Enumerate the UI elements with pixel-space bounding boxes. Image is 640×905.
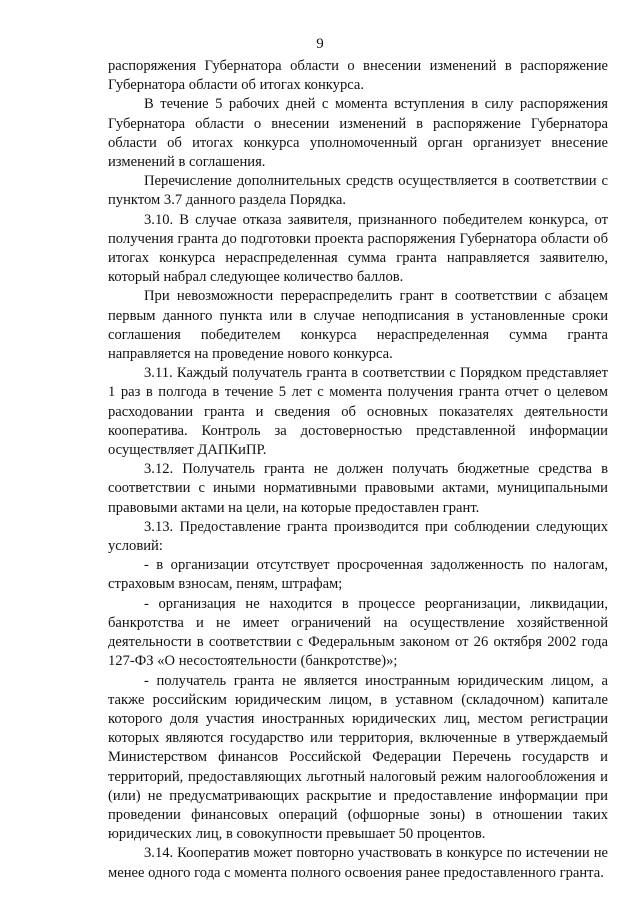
paragraph: В течение 5 рабочих дней с момента вступления в силу распоряжения Губернатора области о внесении изменений в распоряжение Губернатора области об итогах конкурса уполномоченный орган организует внесение изменений в соглашения. [108,96,608,171]
paragraph: 3.10. В случае отказа заявителя, признанного победителем конкурса, от получения гранта до подготовки проекта распоряжения Губернатора области об итогах конкурса нераспределенная сумма гранта направляется заявителю, который набрал следующее количество баллов. [108,211,608,286]
list-item: - в организации отсутствует просроченная задолженность по налогам, страховым взносам, пеням, штрафам; [108,557,608,593]
paragraph: распоряжения Губернатора области о внесении изменений в распоряжение Губернатора области об итогах конкурса. [108,58,608,94]
paragraph: Перечисление дополнительных средств осуществляется в соответствии с пунктом 3.7 данного раздела Порядка. [108,173,608,209]
paragraph: При невозможности перераспределить грант в соответствии с абзацем первым данного пункта или в случае неподписания в установленные сроки соглашения победителем конкурса нераспределенная сумма гранта направляется на проведение нового конкурса. [108,288,608,363]
paragraph: 3.11. Каждый получатель гранта в соответствии с Порядком представляет 1 раз в полгода в течение 5 лет с момента получения гранта отчет о целевом расходовании гранта и сведения об основных показателях деятельности кооператива. Контроль за достоверностью представленной информации осуществляет ДАПКиПР. [108,365,608,459]
paragraph: 3.13. Предоставление гранта производится при соблюдении следующих условий: [108,518,608,555]
document-body [108,57,608,883]
list-item: - получатель гранта не является иностранным юридическим лицом, а также российским юридическим лицом, в уставном (складочном) капитале которого доля участия иностранных юридических лиц, местом регистрации которых являются государство или территория, включенные в утверждаемый Министерством финансов Российской Федерации Перечень государств и территорий, предоставляющих льготный налоговый режим налогообложения и (или) не предусматривающих раскрытие и предоставление информации при проведении финансовых операций (офшорные зоны) в отношении таких юридических лиц, в совокупности превышает 50 процентов. [108,672,608,843]
list-item: - организация не находится в процессе реорганизации, ликвидации, банкротства и не имеет ограничений на осуществление хозяйственной деятельности в соответствии с Федеральным законом от 26 октября 2002 года 127-ФЗ «О несостоятельности (банкротстве)»; [108,595,608,670]
page-number: 9 [316,36,324,52]
paragraph: 3.12. Получатель гранта не должен получать бюджетные средства в соответствии с иными нормативными правовыми актами, муниципальными правовыми актами на цели, на которые предоставлен грант. [108,461,608,516]
paragraph: 3.14. Кооператив может повторно участвовать в конкурсе по истечении не менее одного года с момента полного освоения ранее предоставленного гранта. [108,845,608,881]
